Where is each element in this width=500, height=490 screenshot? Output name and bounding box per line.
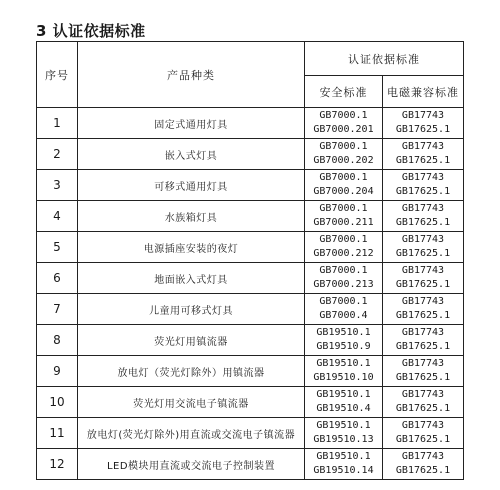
emc-standards bbox=[383, 387, 464, 418]
emc-standard-code: GB17625.1 bbox=[395, 310, 451, 321]
safety-standards bbox=[305, 263, 383, 294]
emc-standards bbox=[383, 139, 464, 170]
row-number: 11 bbox=[37, 418, 78, 449]
safety-standard-code: GB7000.1 bbox=[319, 141, 368, 152]
table-row bbox=[37, 201, 464, 232]
table-row bbox=[37, 449, 464, 480]
safety-standard-code: GB7000.201 bbox=[313, 124, 374, 135]
safety-standard-code: GB7000.4 bbox=[319, 310, 368, 321]
safety-standard-code: GB7000.1 bbox=[319, 203, 368, 214]
safety-standard-code: GB7000.1 bbox=[319, 265, 368, 276]
row-number: 7 bbox=[37, 294, 78, 325]
emc-standards bbox=[383, 294, 464, 325]
emc-standard-code: GB17743 bbox=[401, 420, 445, 431]
header-basis: 认证依据标准 bbox=[305, 42, 464, 76]
product-type: 固定式通用灯具 bbox=[78, 108, 305, 139]
emc-standard-code: GB17625.1 bbox=[395, 434, 451, 445]
safety-standard-code: GB7000.211 bbox=[313, 217, 374, 228]
emc-standard-code: GB17743 bbox=[401, 327, 445, 338]
product-type: 电源插座安装的夜灯 bbox=[78, 232, 305, 263]
safety-standards bbox=[305, 294, 383, 325]
emc-standard-code: GB17743 bbox=[401, 358, 445, 369]
table-header-row bbox=[37, 42, 464, 76]
table-row bbox=[37, 418, 464, 449]
section-title: 3 认证依据标准 bbox=[36, 22, 146, 40]
row-number: 3 bbox=[37, 170, 78, 201]
safety-standards bbox=[305, 232, 383, 263]
safety-standard-code: GB19510.1 bbox=[316, 358, 371, 369]
safety-standard-code: GB19510.13 bbox=[313, 434, 374, 445]
row-number: 10 bbox=[37, 387, 78, 418]
emc-standards bbox=[383, 449, 464, 480]
emc-standard-code: GB17625.1 bbox=[395, 372, 451, 383]
emc-standards bbox=[383, 108, 464, 139]
safety-standard-code: GB7000.1 bbox=[319, 172, 368, 183]
emc-standards bbox=[383, 201, 464, 232]
safety-standard-code: GB19510.4 bbox=[316, 403, 371, 414]
emc-standard-code: GB17743 bbox=[401, 389, 445, 400]
table-row bbox=[37, 139, 464, 170]
emc-standard-code: GB17743 bbox=[401, 265, 445, 276]
safety-standard-code: GB19510.14 bbox=[313, 465, 374, 476]
safety-standard-code: GB19510.1 bbox=[316, 420, 371, 431]
product-type: 水族箱灯具 bbox=[78, 201, 305, 232]
safety-standards bbox=[305, 170, 383, 201]
safety-standard-code: GB7000.1 bbox=[319, 110, 368, 121]
table-row bbox=[37, 108, 464, 139]
emc-standard-code: GB17743 bbox=[401, 203, 445, 214]
row-number: 8 bbox=[37, 325, 78, 356]
row-number: 4 bbox=[37, 201, 78, 232]
safety-standards bbox=[305, 387, 383, 418]
safety-standards bbox=[305, 449, 383, 480]
product-type: 地面嵌入式灯具 bbox=[78, 263, 305, 294]
product-type: 荧光灯用镇流器 bbox=[78, 325, 305, 356]
table-row bbox=[37, 356, 464, 387]
safety-standard-code: GB19510.1 bbox=[316, 327, 371, 338]
safety-standard-code: GB7000.1 bbox=[319, 296, 368, 307]
safety-standards bbox=[305, 139, 383, 170]
table-row bbox=[37, 232, 464, 263]
emc-standard-code: GB17625.1 bbox=[395, 465, 451, 476]
row-number: 2 bbox=[37, 139, 78, 170]
header-safety: 安全标准 bbox=[305, 76, 383, 108]
product-type: 嵌入式灯具 bbox=[78, 139, 305, 170]
emc-standard-code: GB17743 bbox=[401, 110, 445, 121]
emc-standard-code: GB17743 bbox=[401, 172, 445, 183]
safety-standards bbox=[305, 418, 383, 449]
emc-standard-code: GB17625.1 bbox=[395, 217, 451, 228]
safety-standards bbox=[305, 325, 383, 356]
product-type: 可移式通用灯具 bbox=[78, 170, 305, 201]
emc-standards bbox=[383, 418, 464, 449]
emc-standard-code: GB17743 bbox=[401, 296, 445, 307]
table-row bbox=[37, 263, 464, 294]
emc-standards bbox=[383, 356, 464, 387]
safety-standard-code: GB7000.202 bbox=[313, 155, 374, 166]
product-type: LED模块用直流或交流电子控制装置 bbox=[78, 449, 305, 480]
safety-standard-code: GB19510.1 bbox=[316, 451, 371, 462]
header-product: 产品种类 bbox=[78, 42, 305, 108]
certification-standards-table bbox=[36, 41, 464, 480]
row-number: 12 bbox=[37, 449, 78, 480]
table-row bbox=[37, 170, 464, 201]
emc-standards bbox=[383, 232, 464, 263]
safety-standards bbox=[305, 201, 383, 232]
safety-standard-code: GB7000.212 bbox=[313, 248, 374, 259]
emc-standard-code: GB17625.1 bbox=[395, 186, 451, 197]
emc-standard-code: GB17625.1 bbox=[395, 155, 451, 166]
emc-standard-code: GB17743 bbox=[401, 451, 445, 462]
emc-standard-code: GB17625.1 bbox=[395, 341, 451, 352]
safety-standard-code: GB7000.204 bbox=[313, 186, 374, 197]
emc-standard-code: GB17625.1 bbox=[395, 403, 451, 414]
row-number: 6 bbox=[37, 263, 78, 294]
product-type: 放电灯（荧光灯除外）用镇流器 bbox=[78, 356, 305, 387]
safety-standard-code: GB7000.1 bbox=[319, 234, 368, 245]
table-row bbox=[37, 387, 464, 418]
safety-standard-code: GB19510.1 bbox=[316, 389, 371, 400]
product-type: 儿童用可移式灯具 bbox=[78, 294, 305, 325]
table-row bbox=[37, 294, 464, 325]
row-number: 5 bbox=[37, 232, 78, 263]
header-emc: 电磁兼容标准 bbox=[383, 76, 464, 108]
safety-standards bbox=[305, 356, 383, 387]
emc-standards bbox=[383, 325, 464, 356]
safety-standard-code: GB19510.9 bbox=[316, 341, 371, 352]
row-number: 1 bbox=[37, 108, 78, 139]
safety-standards bbox=[305, 108, 383, 139]
emc-standard-code: GB17625.1 bbox=[395, 248, 451, 259]
emc-standards bbox=[383, 170, 464, 201]
product-type: 放电灯(荧光灯除外)用直流或交流电子镇流器 bbox=[78, 418, 305, 449]
safety-standard-code: GB19510.10 bbox=[313, 372, 374, 383]
safety-standard-code: GB7000.213 bbox=[313, 279, 374, 290]
emc-standard-code: GB17743 bbox=[401, 141, 445, 152]
table-row bbox=[37, 325, 464, 356]
header-seq: 序号 bbox=[37, 42, 78, 108]
emc-standard-code: GB17743 bbox=[401, 234, 445, 245]
emc-standard-code: GB17625.1 bbox=[395, 124, 451, 135]
product-type: 荧光灯用交流电子镇流器 bbox=[78, 387, 305, 418]
emc-standards bbox=[383, 263, 464, 294]
emc-standard-code: GB17625.1 bbox=[395, 279, 451, 290]
row-number: 9 bbox=[37, 356, 78, 387]
table-body bbox=[37, 108, 464, 480]
